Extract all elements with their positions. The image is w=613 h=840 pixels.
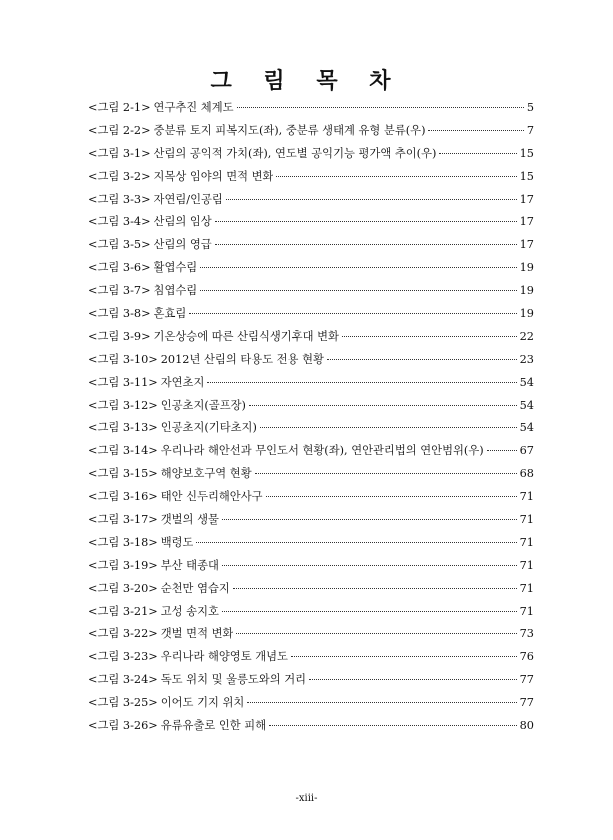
figure-label: <그림 3-9>	[88, 329, 151, 343]
figure-label: <그림 3-15>	[88, 467, 158, 481]
page-number-footer: -xiii-	[295, 793, 318, 804]
dot-leader	[342, 336, 517, 337]
figure-label: <그림 3-11>	[88, 375, 158, 389]
figure-label: <그림 3-20>	[88, 581, 158, 595]
toc-entry[interactable]	[88, 557, 534, 580]
toc-entry[interactable]	[88, 259, 534, 282]
figure-caption: 독도 위치 및 울릉도와의 거리	[160, 673, 307, 687]
page-number: 22	[519, 329, 534, 343]
dot-leader	[428, 130, 523, 131]
figure-caption: 인공초지(기타초지)	[160, 421, 257, 435]
dot-leader	[266, 496, 517, 497]
dot-leader	[222, 611, 517, 612]
page-number: 15	[519, 169, 534, 183]
figure-label: <그림 3-14>	[88, 444, 158, 458]
page-number: 23	[519, 352, 534, 366]
dot-leader	[439, 153, 516, 154]
page-number: 15	[519, 146, 534, 160]
toc-entry[interactable]	[88, 580, 534, 603]
dot-leader	[260, 427, 517, 428]
figure-caption: 침엽수림	[153, 284, 198, 298]
figure-label: <그림 2-2>	[88, 123, 151, 137]
toc-entry[interactable]	[88, 374, 534, 397]
page-number: 68	[519, 467, 534, 481]
dot-leader	[233, 588, 517, 589]
toc-entry[interactable]	[88, 419, 534, 442]
page-title: 그 림 목 차	[210, 68, 403, 94]
figure-label: <그림 3-26>	[88, 719, 158, 733]
page-number: 71	[519, 581, 534, 595]
figure-label: <그림 3-7>	[88, 284, 151, 298]
toc-entry[interactable]	[88, 488, 534, 511]
figure-caption: 우리나라 해안선과 무인도서 현황(좌), 연안관리법의 연안범위(우)	[160, 444, 484, 458]
toc-entry[interactable]	[88, 534, 534, 557]
figure-label: <그림 3-22>	[88, 627, 158, 641]
page-number: 19	[519, 261, 534, 275]
page-number: 67	[519, 444, 534, 458]
toc-entry[interactable]	[88, 213, 534, 236]
figure-label: <그림 3-4>	[88, 215, 151, 229]
page-number: 71	[519, 535, 534, 549]
dot-leader	[226, 199, 517, 200]
dot-leader	[247, 702, 516, 703]
page-number: 71	[519, 558, 534, 572]
dot-leader	[207, 382, 516, 383]
figure-caption: 태안 신두리해안사구	[160, 490, 263, 504]
toc-entry[interactable]	[88, 648, 534, 671]
dot-leader	[200, 290, 516, 291]
figure-label: <그림 3-13>	[88, 421, 158, 435]
page-number: 71	[519, 513, 534, 527]
toc-entry[interactable]	[88, 99, 534, 122]
page-number: 17	[519, 215, 534, 229]
toc-entry[interactable]	[88, 191, 534, 214]
toc-entry[interactable]	[88, 717, 534, 740]
figure-caption: 부산 태종대	[160, 558, 219, 572]
figure-caption: 갯벌의 생물	[160, 513, 219, 527]
toc-entry[interactable]	[88, 168, 534, 191]
toc-entry[interactable]	[88, 122, 534, 145]
figure-label: <그림 2-1>	[88, 101, 151, 114]
dot-leader	[249, 405, 517, 406]
page-number: 54	[519, 398, 534, 412]
toc-entry[interactable]	[88, 694, 534, 717]
figure-caption: 이어도 기지 위치	[160, 696, 245, 710]
page-number: 80	[519, 719, 534, 733]
figure-caption: 갯벌 면적 변화	[160, 627, 234, 641]
figure-caption: 지목상 임야의 면적 변화	[153, 169, 274, 183]
figure-caption: 자연초지	[160, 375, 205, 389]
toc-entry[interactable]	[88, 351, 534, 374]
figure-caption: 산림의 임상	[153, 215, 212, 229]
figure-label: <그림 3-17>	[88, 513, 158, 527]
toc-entry[interactable]	[88, 671, 534, 694]
figure-label: <그림 3-23>	[88, 650, 158, 664]
dot-leader	[215, 221, 517, 222]
dot-leader	[236, 633, 516, 634]
figure-label: <그림 3-19>	[88, 558, 158, 572]
figure-caption: 연구추진 체계도	[153, 101, 234, 114]
dot-leader	[276, 176, 516, 177]
page-number: 71	[519, 490, 534, 504]
page-number: 73	[519, 627, 534, 641]
dot-leader	[487, 450, 517, 451]
toc-entry[interactable]	[88, 625, 534, 648]
dot-leader	[200, 267, 516, 268]
figure-label: <그림 3-16>	[88, 490, 158, 504]
page-number: 54	[519, 375, 534, 389]
toc-entry[interactable]	[88, 305, 534, 328]
toc-entry[interactable]	[88, 442, 534, 465]
toc-entry[interactable]	[88, 236, 534, 259]
figure-caption: 고성 송지호	[160, 604, 219, 618]
dot-leader	[327, 359, 517, 360]
figure-list	[88, 99, 534, 740]
dot-leader	[215, 244, 517, 245]
dot-leader	[309, 679, 517, 680]
page-number: 77	[519, 696, 534, 710]
toc-entry[interactable]	[88, 603, 534, 626]
figure-caption: 산림의 영급	[153, 238, 212, 252]
figure-label: <그림 3-1>	[88, 146, 151, 160]
figure-label: <그림 3-5>	[88, 238, 151, 252]
page-number: 19	[519, 307, 534, 321]
figure-label: <그림 3-18>	[88, 535, 158, 549]
dot-leader	[222, 519, 517, 520]
toc-entry[interactable]	[88, 282, 534, 305]
toc-entry[interactable]	[88, 465, 534, 488]
figure-caption: 활엽수림	[153, 261, 198, 275]
figure-label: <그림 3-6>	[88, 261, 151, 275]
page-number: 76	[519, 650, 534, 664]
toc-entry[interactable]	[88, 145, 534, 168]
page-number: 19	[519, 284, 534, 298]
figure-caption: 2012년 산림의 타용도 전용 현황	[160, 352, 324, 366]
figure-label: <그림 3-21>	[88, 604, 158, 618]
dot-leader	[222, 565, 517, 566]
toc-entry[interactable]	[88, 397, 534, 420]
dot-leader	[291, 656, 517, 657]
page-number: 77	[519, 673, 534, 687]
dot-leader	[189, 313, 516, 314]
figure-caption: 우리나라 해양영토 개념도	[160, 650, 288, 664]
page-number: 7	[526, 123, 534, 137]
dot-leader	[255, 473, 517, 474]
figure-label: <그림 3-2>	[88, 169, 151, 183]
figure-caption: 자연림/인공림	[153, 192, 223, 206]
figure-label: <그림 3-12>	[88, 398, 158, 412]
dot-leader	[237, 107, 524, 108]
figure-caption: 유류유출로 인한 피해	[160, 719, 267, 733]
figure-caption: 중분류 토지 피복지도(좌), 중분류 생태계 유형 분류(우)	[153, 123, 426, 137]
figure-label: <그림 3-10>	[88, 352, 158, 366]
toc-entry[interactable]	[88, 511, 534, 534]
dot-leader	[269, 725, 516, 726]
toc-entry[interactable]	[88, 328, 534, 351]
figure-caption: 해양보호구역 현황	[160, 467, 252, 481]
page-number: 5	[526, 101, 534, 114]
figure-caption: 기온상승에 따른 산림식생기후대 변화	[153, 329, 339, 343]
figure-caption: 산림의 공익적 가치(좌), 연도별 공익기능 평가액 추이(우)	[153, 146, 437, 160]
dot-leader	[196, 542, 516, 543]
page-number: 54	[519, 421, 534, 435]
figure-label: <그림 3-25>	[88, 696, 158, 710]
page-number: 17	[519, 192, 534, 206]
figure-label: <그림 3-8>	[88, 307, 151, 321]
page-number: 71	[519, 604, 534, 618]
figure-label: <그림 3-3>	[88, 192, 151, 206]
figure-caption: 백령도	[160, 535, 194, 549]
page-number: 17	[519, 238, 534, 252]
figure-caption: 혼효림	[153, 307, 187, 321]
figure-caption: 인공초지(골프장)	[160, 398, 246, 412]
figure-caption: 순천만 염습지	[160, 581, 230, 595]
figure-label: <그림 3-24>	[88, 673, 158, 687]
